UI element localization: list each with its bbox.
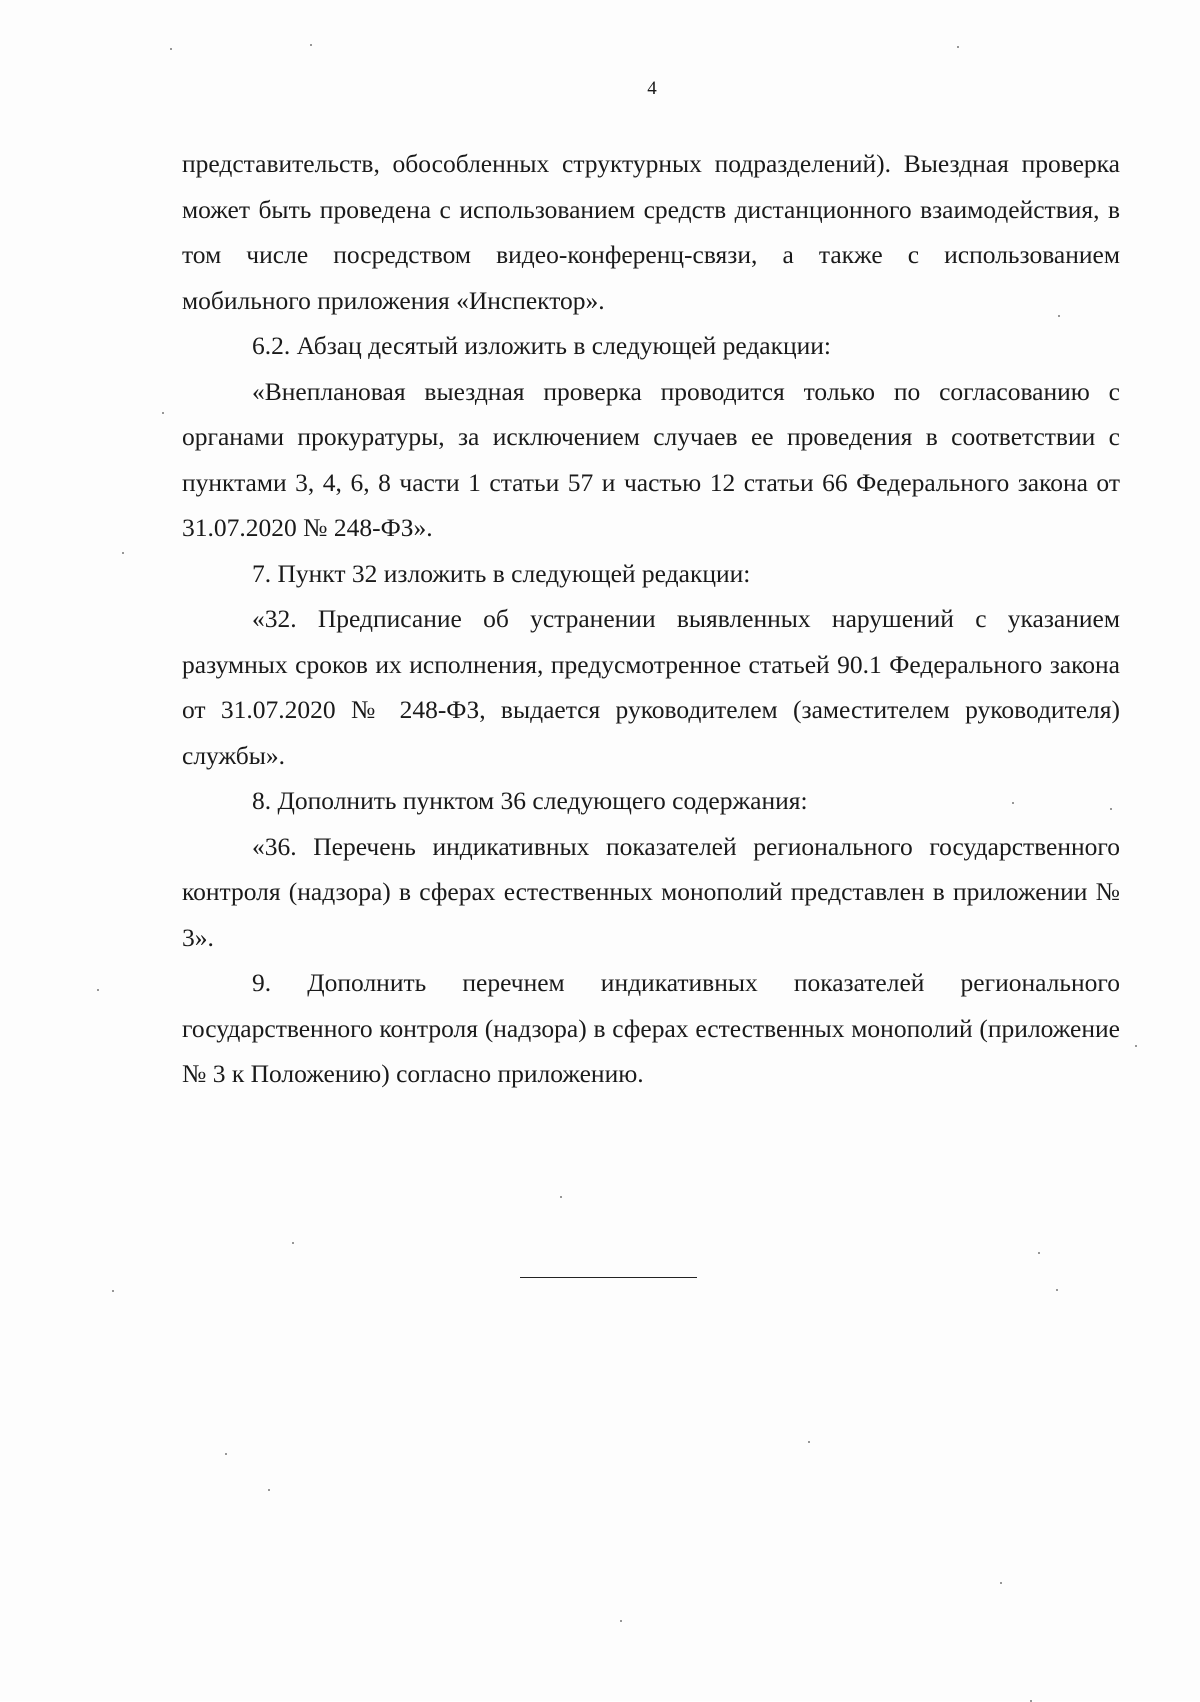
paragraph-8: 8. Дополнить пунктом 36 следующего содержания: xyxy=(252,786,808,815)
scan-speck xyxy=(808,1441,810,1443)
paragraph-9: 9. Дополнить перечнем индикативных показателей регионального государственного контроля (надзора) в сферах естественных монополий (приложение № 3 к Положению) согласно приложению. xyxy=(182,968,1120,1088)
scan-speck xyxy=(560,1196,562,1198)
scan-speck xyxy=(1058,315,1060,317)
scan-speck xyxy=(1110,808,1112,810)
scan-speck xyxy=(1135,1045,1137,1047)
scan-speck xyxy=(170,48,172,50)
scan-speck xyxy=(268,1489,270,1491)
paragraph-unscheduled-inspection: «Внеплановая выездная проверка проводится только по согласованию с органами прокуратуры, за исключением случаев ее проведения в соответствии с пунктами 3, 4, 6, 8 части 1 статьи 57 и частью 12 статьи 66 Федерального закона от 31.07.2020 № 248-ФЗ». xyxy=(182,376,1120,542)
scan-speck xyxy=(122,552,124,554)
scan-speck xyxy=(112,1290,114,1292)
scan-speck xyxy=(292,1242,294,1244)
scan-speck xyxy=(1000,1582,1002,1584)
paragraph-32-order: «32. Предписание об устранении выявленных нарушений с указанием разумных сроков их исполнения, предусмотренное статьей 90.1 Федерального закона от 31.07.2020 № 248-ФЗ, выдается руководителем (заместителем руководителя) службы». xyxy=(182,604,1120,770)
paragraph-7: 7. Пункт 32 изложить в следующей редакции: xyxy=(252,558,751,588)
scan-speck xyxy=(162,412,164,414)
scan-speck xyxy=(225,1453,227,1455)
closing-rule xyxy=(520,1277,697,1278)
paragraph-continuation: представительств, обособленных структурных подразделений). Выездная проверка может быть проведена с использованием средств дистанционного взаимодействия, в том числе посредством видео-конференц-связи, а также с использованием мобильного приложения «Инспектор». xyxy=(182,149,1120,315)
scan-speck xyxy=(1012,802,1014,804)
scan-speck xyxy=(957,46,959,48)
document-body xyxy=(182,141,1120,1097)
scan-speck xyxy=(1038,1252,1040,1254)
paragraph-36-indicators: «36. Перечень индикативных показателей регионального государственного контроля (надзора) в сферах естественных монополий представлен в приложении № 3». xyxy=(182,831,1120,952)
page-number: 4 xyxy=(647,78,657,99)
scan-speck xyxy=(97,989,99,991)
paragraph-6-2: 6.2. Абзац десятый изложить в следующей редакции: xyxy=(252,331,832,360)
scan-speck xyxy=(1056,1289,1058,1291)
scan-speck xyxy=(620,1620,622,1622)
scan-speck xyxy=(310,44,312,46)
